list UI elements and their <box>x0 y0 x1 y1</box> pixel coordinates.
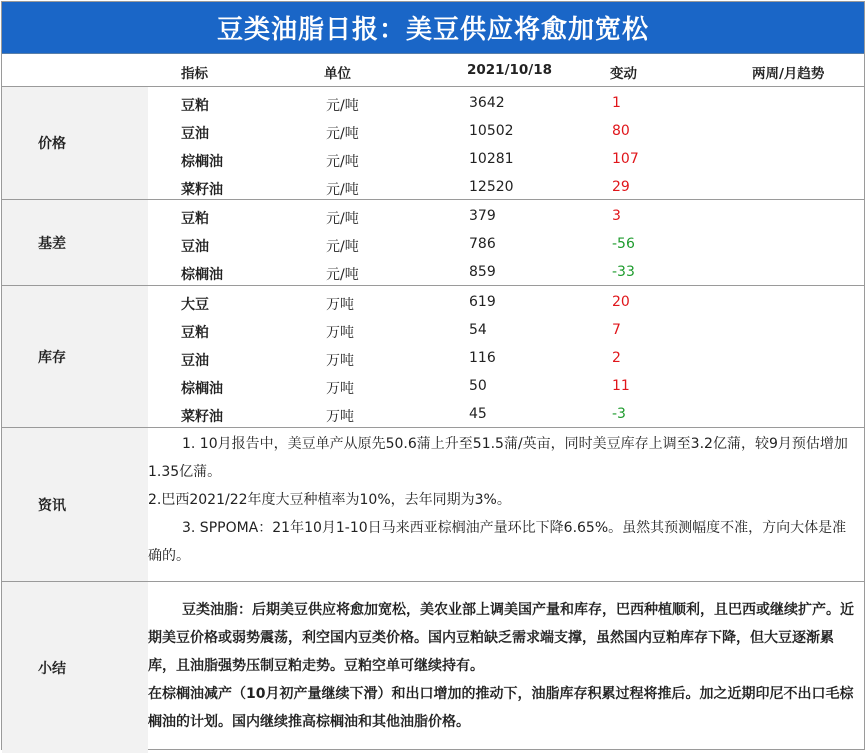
unit-cell: 万吨 <box>326 297 354 313</box>
header-date: 2021/10/18 <box>467 62 553 78</box>
news-label: 资讯 <box>2 428 148 581</box>
value-cell: 859 <box>469 264 496 280</box>
basis-section <box>2 200 864 286</box>
unit-cell: 元/吨 <box>326 154 359 170</box>
table-row <box>148 117 864 145</box>
unit-cell: 元/吨 <box>326 239 359 255</box>
summary-text <box>148 582 864 753</box>
change-cell: 7 <box>612 322 621 338</box>
column-header-row <box>2 54 864 87</box>
table-row <box>148 372 864 400</box>
header-unit: 单位 <box>324 66 351 82</box>
value-cell: 3642 <box>469 95 505 111</box>
summary-paragraph-1: 豆类油脂：后期美豆供应将愈加宽松，美农业部上调美国产量和库存，巴西种植顺利，且巴西或继续扩产。近期美豆价格或弱势震荡，利空国内豆类价格。国内豆粕缺乏需求端支撑，虽然国内豆粕库存下降，但大豆逐渐累库，且油脂强势压制豆粕走势。豆粕空单可继续持有。 <box>148 602 854 674</box>
indicator-cell: 棕榈油 <box>181 381 223 397</box>
stock-rows <box>148 286 864 427</box>
report-title: 豆类油脂日报：美豆供应将愈加宽松 <box>2 2 864 54</box>
indicator-cell: 豆油 <box>181 353 209 369</box>
table-row <box>148 288 864 316</box>
table-row <box>148 344 864 372</box>
unit-cell: 万吨 <box>326 409 354 425</box>
indicator-cell: 豆粕 <box>181 325 209 341</box>
unit-cell: 万吨 <box>326 325 354 341</box>
basis-rows <box>148 200 864 285</box>
change-cell: 1 <box>612 95 621 111</box>
indicator-cell: 豆油 <box>181 239 209 255</box>
unit-cell: 元/吨 <box>326 98 359 114</box>
summary-section <box>2 582 864 753</box>
change-cell: 29 <box>612 179 630 195</box>
unit-cell: 元/吨 <box>326 267 359 283</box>
change-cell: 3 <box>612 208 621 224</box>
table-row <box>148 258 864 286</box>
table-row <box>148 400 864 428</box>
indicator-cell: 菜籽油 <box>181 409 223 425</box>
change-cell: 80 <box>612 123 630 139</box>
indicator-cell: 菜籽油 <box>181 182 223 198</box>
unit-cell: 元/吨 <box>326 182 359 198</box>
change-cell: -33 <box>612 264 635 280</box>
indicator-cell: 豆粕 <box>181 98 209 114</box>
indicator-cell: 棕榈油 <box>181 267 223 283</box>
table-row <box>148 230 864 258</box>
unit-cell: 万吨 <box>326 381 354 397</box>
summary-paragraph-2: 在棕榈油减产（10月初产量继续下滑）和出口增加的推动下，油脂库存积累过程将推后。加之近期印尼不出口毛棕榈油的计划。国内继续推高棕榈油和其他油脂价格。 <box>148 686 854 730</box>
value-cell: 10281 <box>469 151 514 167</box>
unit-cell: 元/吨 <box>326 126 359 142</box>
value-cell: 12520 <box>469 179 514 195</box>
value-cell: 786 <box>469 236 496 252</box>
daily-report-table <box>1 1 865 750</box>
news-paragraph-2: 2.巴西2021/22年度大豆种植率为10%，去年同期为3%。 <box>148 492 511 508</box>
basis-label: 基差 <box>2 200 148 285</box>
value-cell: 116 <box>469 350 496 366</box>
indicator-cell: 豆油 <box>181 126 209 142</box>
unit-cell: 元/吨 <box>326 211 359 227</box>
news-paragraph-1: 1. 10月报告中，美豆单产从原先50.6蒲上升至51.5蒲/英亩，同时美豆库存上调至3.2亿蒲，较9月预估增加1.35亿蒲。 <box>148 436 848 480</box>
change-cell: 107 <box>612 151 639 167</box>
change-cell: -56 <box>612 236 635 252</box>
news-section <box>2 428 864 582</box>
value-cell: 45 <box>469 406 487 422</box>
price-label: 价格 <box>2 87 148 199</box>
indicator-cell: 大豆 <box>181 297 209 313</box>
news-paragraph-3: 3. SPPOMA：21年10月1-10日马来西亚棕榈油产量环比下降6.65%。虽然其预测幅度不准，方向大体是准确的。 <box>148 520 847 564</box>
indicator-cell: 棕榈油 <box>181 154 223 170</box>
value-cell: 54 <box>469 322 487 338</box>
value-cell: 619 <box>469 294 496 310</box>
change-cell: -3 <box>612 406 626 422</box>
change-cell: 11 <box>612 378 630 394</box>
value-cell: 379 <box>469 208 496 224</box>
change-cell: 20 <box>612 294 630 310</box>
price-section <box>2 87 864 200</box>
stock-label: 库存 <box>2 286 148 427</box>
change-cell: 2 <box>612 350 621 366</box>
stock-section <box>2 286 864 428</box>
table-row <box>148 173 864 201</box>
value-cell: 50 <box>469 378 487 394</box>
unit-cell: 万吨 <box>326 353 354 369</box>
table-row <box>148 316 864 344</box>
header-trend: 两周/月趋势 <box>752 66 825 82</box>
summary-label: 小结 <box>2 582 148 753</box>
header-change: 变动 <box>610 66 637 82</box>
table-row <box>148 145 864 173</box>
table-row <box>148 202 864 230</box>
news-text <box>148 428 864 581</box>
price-rows <box>148 87 864 199</box>
header-indicator: 指标 <box>181 66 208 82</box>
value-cell: 10502 <box>469 123 514 139</box>
table-row <box>148 89 864 117</box>
indicator-cell: 豆粕 <box>181 211 209 227</box>
